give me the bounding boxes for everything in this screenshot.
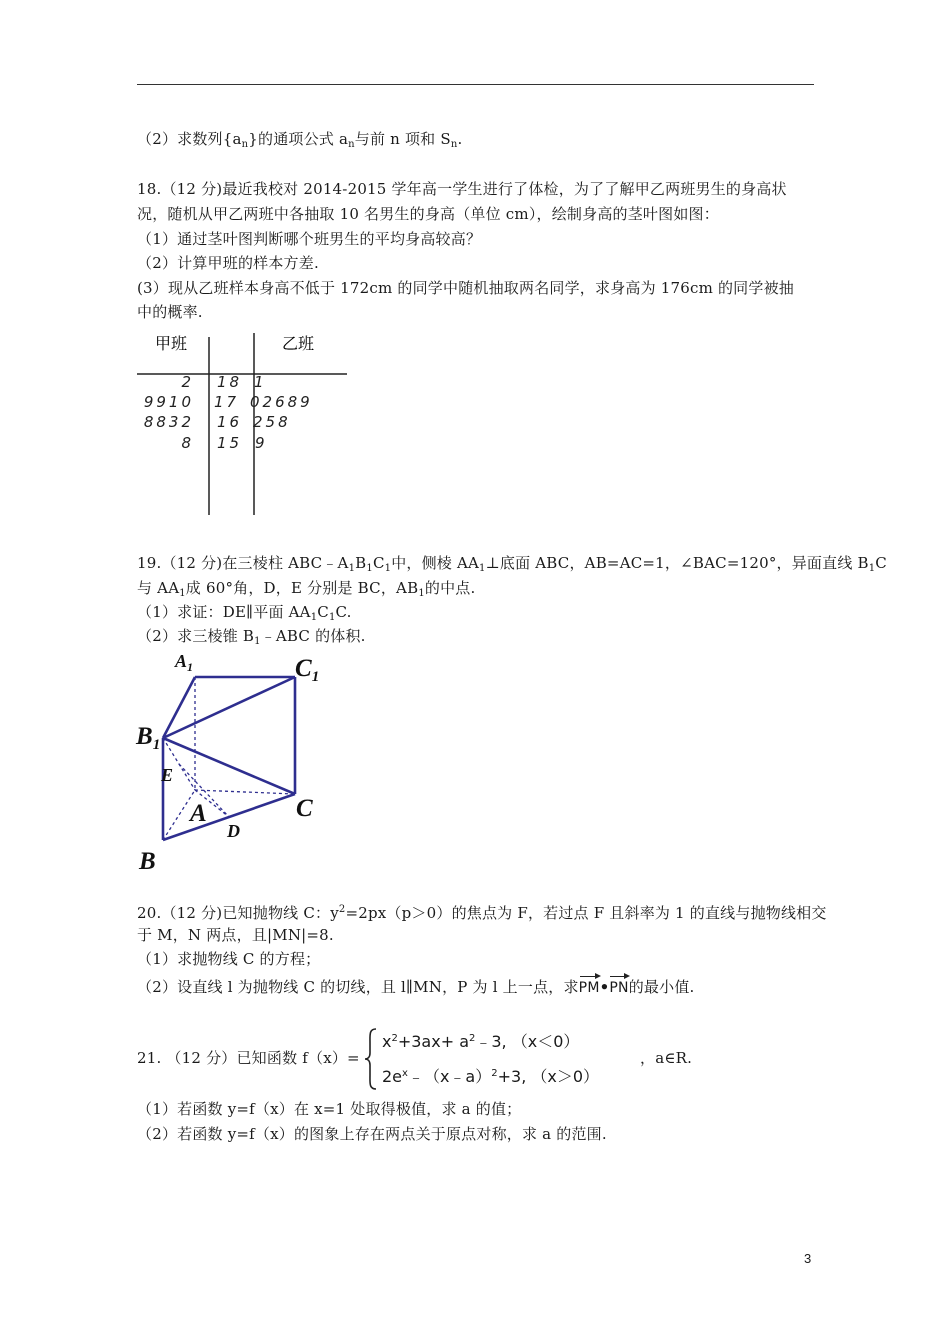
stem-leaf-row1-left: 2 <box>181 373 194 391</box>
label-C1: $C_1$ <box>295 655 320 685</box>
vector-PN: PN <box>609 974 628 998</box>
q18-part2: （2）计算甲班的样本方差. <box>137 254 319 272</box>
q20-part1: （1）求抛物线 C 的方程； <box>137 950 321 968</box>
q20-stem-line1: 20.（12 分)已知抛物线 C：$y^2=2px(p>0)$的焦点为 F，若过点 F 且斜率为 1 的直线与抛物线相交 <box>137 904 827 922</box>
q20-part2: （2）设直线 l 为抛物线 C 的切线，且 l∥MN，P 为 l 上一点，求PM•PN的最小值. <box>137 974 695 998</box>
label-B: B <box>139 848 156 875</box>
q18-stem-line2: 况，随机从甲乙两班中各抽取 10 名男生的身高（单位 cm），绘制身高的茎叶图如图： <box>137 205 719 223</box>
q18-part3-line2: 中的概率. <box>137 303 203 321</box>
q21-piece1: $x^2+3ax+$ $a^2﹣3$, （x＜0） <box>382 1032 580 1051</box>
stem-leaf-row2-right: 02689 <box>250 393 313 411</box>
q18-part1: （1）通过茎叶图判断哪个班男生的平均身高较高？ <box>137 230 482 248</box>
stem-leaf-row1-right: 1 <box>254 373 267 391</box>
stem-leaf-row4-stem: 15 <box>217 434 243 452</box>
stem-leaf-right-header: 乙班 <box>282 334 315 353</box>
q21-part2: （2）若函数 y=f（x）的图象上存在两点关于原点对称，求 a 的范围. <box>137 1125 607 1143</box>
stem-leaf-row2-left: 9910 <box>143 393 194 411</box>
edge-B1-C1 <box>163 677 295 738</box>
q19-stem-line1: 19.（12 分)在三棱柱 $ABC﹣A_1B_1C_1$中，侧棱 $AA_1\perp$底面 ABC，AB=AC=1，∠BAC=120°，异面直线 $B_1C$ <box>137 554 887 574</box>
prism-figure <box>130 648 330 878</box>
q17-part2: （2）求数列$\{a_n\}$的通项公式 $a_n$与前 n 项和 $S_n$. <box>137 130 463 150</box>
q21-piece2: $2e^x﹣(x﹣a)^2+3$, （x＞0） <box>382 1067 600 1086</box>
q21-part1: （1）若函数 y=f（x）在 x=1 处取得极值，求 a 的值； <box>137 1100 522 1118</box>
stem-leaf-left-header: 甲班 <box>155 334 188 353</box>
q18-stem-line1: 18.（12 分)最近我校对 2014-2015 学年高一学生进行了体检，为了了解甲乙两班男生的身高状 <box>137 180 787 198</box>
piecewise-brace <box>364 1027 378 1091</box>
edge-B1-C <box>163 738 295 794</box>
header-rule <box>137 84 814 85</box>
edge-A-C-hidden <box>195 790 295 794</box>
label-E: E <box>161 765 174 785</box>
q21-stem-prefix: 21. （12 分）已知函数 f（x）= <box>137 1049 360 1067</box>
q19-part2: （2）求三棱锥 $B_1﹣ABC$ 的体积. <box>137 627 366 647</box>
q19-stem-line2: 与 $AA_1$成 60°角，D，E 分别是 BC，$AB_1$的中点. <box>137 579 476 599</box>
edge-B1-A1 <box>163 677 195 738</box>
page-number: 3 <box>804 1251 812 1266</box>
vector-PM: PM <box>579 974 600 998</box>
label-A: A <box>190 800 207 827</box>
stem-leaf-row4-left: 8 <box>181 434 194 452</box>
q19-part1: （1）求证：DE∥平面 $AA_1C_1C$. <box>137 603 352 623</box>
stem-leaf-row3-stem: 16 <box>217 413 243 431</box>
q18-part3-line1: (3）现从乙班样本身高不低于 172cm 的同学中随机抽取两名同学，求身高为 176cm 的同学被抽 <box>137 279 794 297</box>
stem-leaf-row3-right: 258 <box>253 413 291 431</box>
label-D: D <box>227 821 240 841</box>
q20-stem-line2: 于 M，N 两点，且|MN|=8. <box>137 926 334 944</box>
stem-leaf-row4-right: 9 <box>255 434 268 452</box>
label-A1: $A_1$ <box>175 651 194 674</box>
stem-leaf-row1-stem: 18 <box>217 373 243 391</box>
stem-leaf-plot <box>137 325 352 520</box>
stem-leaf-row2-stem: 17 <box>214 393 240 411</box>
stem-leaf-row3-left: 8832 <box>143 413 194 431</box>
q21-stem-suffix: ，a∈R. <box>640 1049 693 1067</box>
label-C: C <box>296 795 313 822</box>
label-B1: $B_1$ <box>136 723 161 753</box>
